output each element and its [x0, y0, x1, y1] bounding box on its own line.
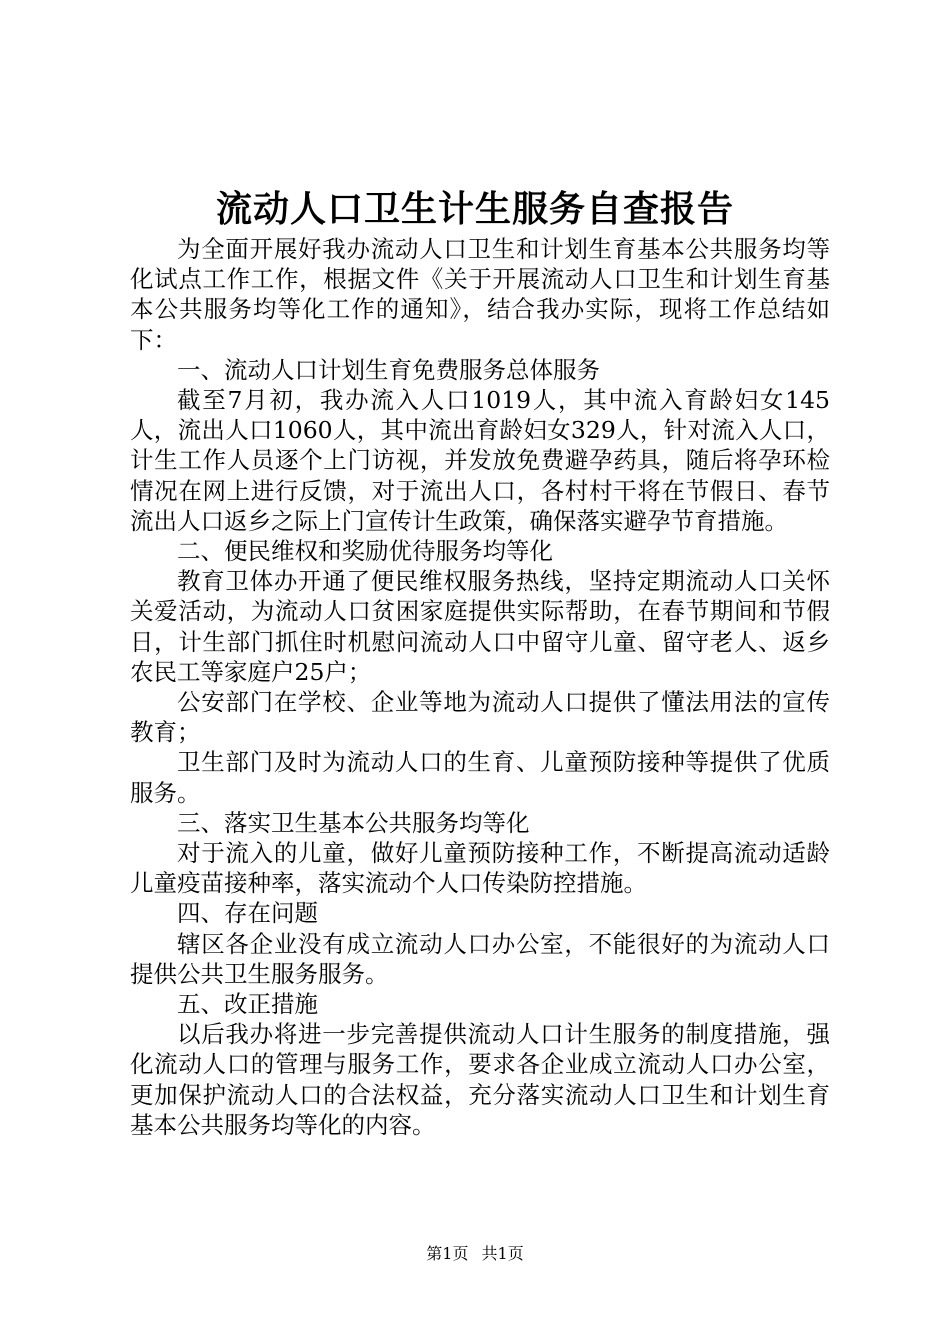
page-footer	[0, 1242, 950, 1266]
section-heading-1: 一、流动人口计划生育免费服务总体服务	[177, 355, 600, 384]
section-paragraph: 教育卫体办开通了便民维权服务热线，坚持定期流动人口关怀关爱活动，为流动人口贫困家庭提供实际帮助，在春节期间和节假日，计生部门抓住时机慰问流动人口中留守儿童、留守老人、返乡农民工等家庭户25户；	[130, 567, 830, 686]
section-paragraph: 截至7月初，我办流入人口1019人，其中流入育龄妇女145人，流出人口1060人，其中流出育龄妇女329人，针对流入人口，计生工作人员逐个上门访视，并发放免费避孕药具，随后将孕环检情况在网上进行反馈，对于流出人口，各村村干将在节假日、春节流出人口返乡之际上门宣传计生政策，确保落实避孕节育措施。	[130, 386, 830, 535]
section-paragraph: 以后我办将进一步完善提供流动人口计生服务的制度措施，强化流动人口的管理与服务工作，要求各企业成立流动人口办公室，更加保护流动人口的合法权益，充分落实流动人口卫生和计划生育基本公共服务均等化的内容。	[130, 1020, 830, 1139]
document-body	[130, 234, 830, 1140]
section-paragraph: 辖区各企业没有成立流动人口办公室，不能很好的为流动人口提供公共卫生服务服务。	[130, 929, 830, 988]
section-heading-5: 五、改正措施	[177, 990, 318, 1019]
section-paragraph: 卫生部门及时为流动人口的生育、儿童预防接种等提供了优质服务。	[130, 748, 830, 807]
page-total: 共1页	[481, 1244, 524, 1263]
section-heading-2: 二、便民维权和奖励优待服务均等化	[177, 537, 553, 566]
page-number: 第1页	[426, 1244, 469, 1263]
section-heading-3: 三、落实卫生基本公共服务均等化	[177, 808, 530, 837]
section-paragraph: 对于流入的儿童，做好儿童预防接种工作，不断提高流动适龄儿童疫苗接种率，落实流动个人口传染防控措施。	[130, 839, 830, 898]
section-heading-4: 四、存在问题	[177, 899, 318, 928]
section-paragraph: 公安部门在学校、企业等地为流动人口提供了懂法用法的宣传教育；	[130, 688, 830, 747]
intro-paragraph: 为全面开展好我办流动人口卫生和计划生育基本公共服务均等化试点工作工作，根据文件《关于开展流动人口卫生和计划生育基本公共服务均等化工作的通知》，结合我办实际，现将工作总结如下：	[130, 235, 830, 354]
document-title: 流动人口卫生计生服务自查报告	[215, 188, 734, 230]
